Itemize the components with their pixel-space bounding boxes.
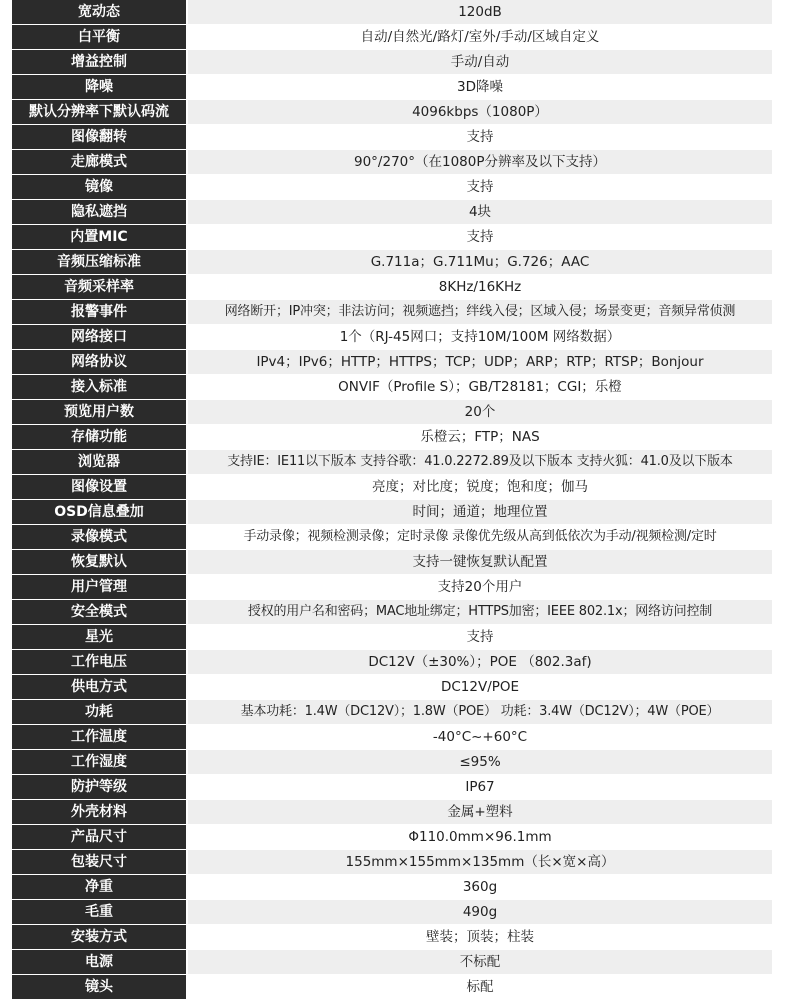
spec-value: 90°/270°（在1080P分辨率及以下支持） [187,150,772,175]
spec-value: DC12V（±30%）；POE （802.3af) [187,650,772,675]
spec-row [12,825,772,850]
spec-row [12,200,772,225]
spec-row [12,175,772,200]
spec-label: 隐私遮挡 [12,200,187,225]
spec-row [12,475,772,500]
spec-value: 基本功耗：1.4W（DC12V）；1.8W（POE） 功耗：3.4W（DC12V）；4W（POE） [187,700,772,725]
spec-label: 工作电压 [12,650,187,675]
spec-label: 星光 [12,625,187,650]
spec-row [12,850,772,875]
spec-label: 网络协议 [12,350,187,375]
spec-row [12,900,772,925]
spec-row [12,50,772,75]
spec-value: IP67 [187,775,772,800]
spec-label: 工作湿度 [12,750,187,775]
spec-value: -40°C~+60°C [187,725,772,750]
spec-label: 报警事件 [12,300,187,325]
spec-label: 预览用户数 [12,400,187,425]
spec-label: 走廊模式 [12,150,187,175]
spec-label: 白平衡 [12,25,187,50]
spec-label: 接入标准 [12,375,187,400]
spec-value: 支持一键恢复默认配置 [187,550,772,575]
spec-value: ONVIF（Profile S）；GB/T28181；CGI；乐橙 [187,375,772,400]
spec-value: 3D降噪 [187,75,772,100]
spec-value: 4块 [187,200,772,225]
spec-row [12,800,772,825]
spec-row [12,275,772,300]
spec-value: 时间；通道；地理位置 [187,500,772,525]
spec-row [12,0,772,25]
spec-label: 镜像 [12,175,187,200]
spec-label: 镜头 [12,975,187,1000]
spec-label: 包装尺寸 [12,850,187,875]
spec-label: 电源 [12,950,187,975]
spec-label: 恢复默认 [12,550,187,575]
spec-table [12,0,772,1000]
spec-value: 20个 [187,400,772,425]
spec-value: 网络断开；IP冲突；非法访问；视频遮挡；绊线入侵；区域入侵；场景变更；音频异常侦测 [187,300,772,325]
spec-row [12,750,772,775]
spec-value: 支持 [187,175,772,200]
spec-value: 360g [187,875,772,900]
spec-label: 存储功能 [12,425,187,450]
spec-row [12,350,772,375]
spec-row [12,300,772,325]
spec-row [12,675,772,700]
spec-value: 乐橙云；FTP；NAS [187,425,772,450]
spec-value: 壁装；顶装；柱装 [187,925,772,950]
spec-label: 安全模式 [12,600,187,625]
spec-value: 支持20个用户 [187,575,772,600]
spec-value: G.711a；G.711Mu；G.726；AAC [187,250,772,275]
spec-value: 支持IE：IE11以下版本 支持谷歌：41.0.2272.89及以下版本 支持火狐：41.0及以下版本 [187,450,772,475]
spec-row [12,450,772,475]
spec-row [12,600,772,625]
spec-value: 490g [187,900,772,925]
spec-label: 防护等级 [12,775,187,800]
spec-label: 默认分辨率下默认码流 [12,100,187,125]
spec-label: 录像模式 [12,525,187,550]
spec-row [12,625,772,650]
spec-label: 增益控制 [12,50,187,75]
spec-row [12,400,772,425]
spec-label: 安装方式 [12,925,187,950]
spec-row [12,325,772,350]
spec-value: IPv4；IPv6；HTTP；HTTPS；TCP；UDP；ARP；RTP；RTSP；Bonjour [187,350,772,375]
spec-label: 用户管理 [12,575,187,600]
spec-label: 音频采样率 [12,275,187,300]
spec-row [12,225,772,250]
spec-value: 标配 [187,975,772,1000]
spec-label: 外壳材料 [12,800,187,825]
spec-label: 宽动态 [12,0,187,25]
spec-value: 支持 [187,225,772,250]
spec-row [12,150,772,175]
spec-label: 图像设置 [12,475,187,500]
spec-label: 图像翻转 [12,125,187,150]
spec-label: 产品尺寸 [12,825,187,850]
spec-row [12,250,772,275]
spec-table-body [12,0,772,1000]
spec-value: 金属+塑料 [187,800,772,825]
spec-value: Φ110.0mm×96.1mm [187,825,772,850]
spec-row [12,550,772,575]
spec-row [12,650,772,675]
spec-value: 1个（RJ-45网口；支持10M/100M 网络数据） [187,325,772,350]
spec-value: 手动/自动 [187,50,772,75]
spec-value: 自动/自然光/路灯/室外/手动/区域自定义 [187,25,772,50]
spec-row [12,775,772,800]
spec-value: 120dB [187,0,772,25]
spec-label: 内置MIC [12,225,187,250]
spec-value: 8KHz/16KHz [187,275,772,300]
spec-label: OSD信息叠加 [12,500,187,525]
spec-row [12,725,772,750]
spec-row [12,500,772,525]
spec-row [12,975,772,1000]
spec-value: DC12V/POE [187,675,772,700]
spec-value: 155mm×155mm×135mm（长×宽×高） [187,850,772,875]
spec-label: 功耗 [12,700,187,725]
spec-row [12,925,772,950]
spec-label: 毛重 [12,900,187,925]
spec-value: ≤95% [187,750,772,775]
spec-row [12,875,772,900]
spec-row [12,75,772,100]
spec-value: 亮度；对比度；锐度；饱和度；伽马 [187,475,772,500]
spec-label: 网络接口 [12,325,187,350]
spec-label: 工作温度 [12,725,187,750]
spec-row [12,375,772,400]
spec-row [12,100,772,125]
spec-label: 净重 [12,875,187,900]
spec-value: 支持 [187,625,772,650]
spec-value: 授权的用户名和密码；MAC地址绑定；HTTPS加密；IEEE 802.1x；网络访问控制 [187,600,772,625]
spec-label: 音频压缩标准 [12,250,187,275]
spec-row [12,425,772,450]
spec-label: 降噪 [12,75,187,100]
spec-value: 手动录像；视频检测录像；定时录像 录像优先级从高到低依次为手动/视频检测/定时 [187,525,772,550]
spec-value: 支持 [187,125,772,150]
spec-row [12,525,772,550]
spec-row [12,575,772,600]
spec-row [12,125,772,150]
spec-label: 供电方式 [12,675,187,700]
spec-row [12,25,772,50]
spec-label: 浏览器 [12,450,187,475]
spec-value: 4096kbps（1080P） [187,100,772,125]
spec-value: 不标配 [187,950,772,975]
spec-row [12,700,772,725]
spec-row [12,950,772,975]
